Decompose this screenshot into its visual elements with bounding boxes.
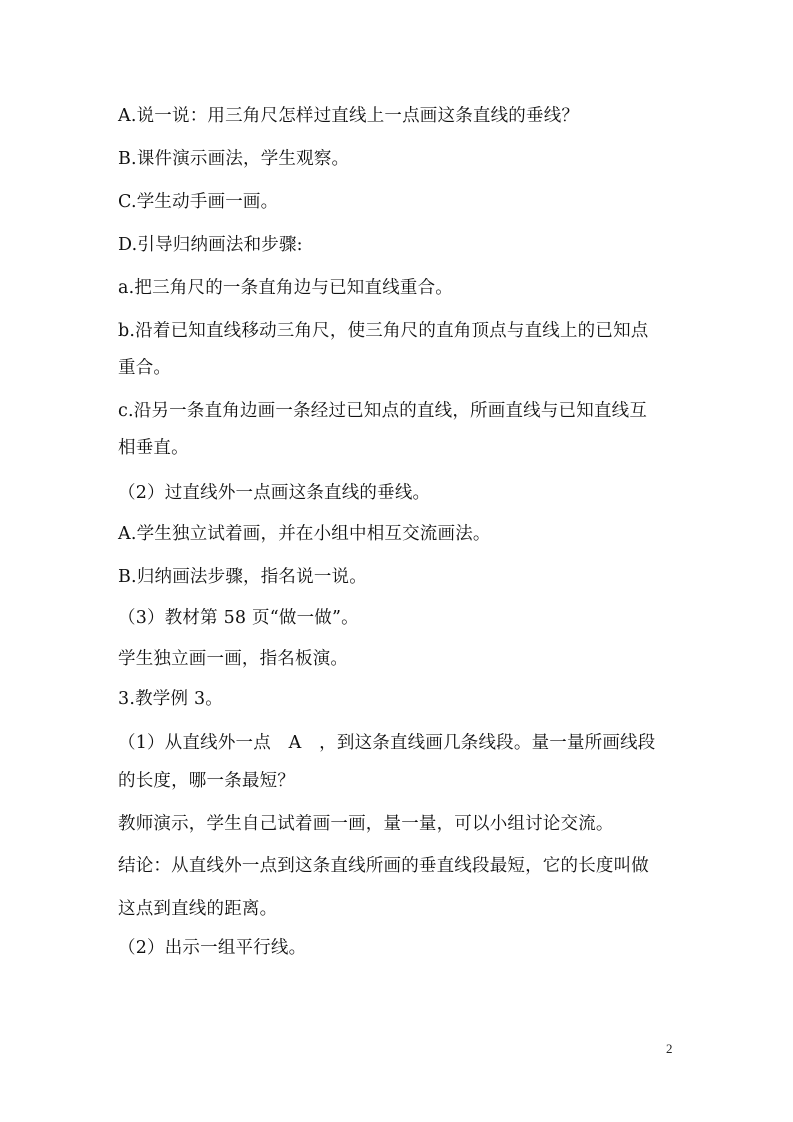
text-line: 结论：从直线外一点到这条直线所画的垂直线段最短，它的长度叫做 [118,856,649,876]
text-line: 的长度，哪一条最短？ [118,771,295,791]
text-line: 这点到直线的距离。 [118,899,278,919]
text-line: B.归纳画法步骤，指名说一说。 [118,567,367,587]
text-line: 重合。 [118,358,172,378]
text-line: a.把三角尺的一条直角边与已知直线重合。 [118,278,453,298]
text-line: （1）从直线外一点 A ，到这条直线画几条线段。量一量所画线段 [118,733,656,753]
text-line: 相垂直。 [118,438,189,458]
text-line: 3.教学例 3。 [118,689,223,709]
text-line: B.课件演示画法，学生观察。 [118,149,350,169]
text-line: （2）过直线外一点画这条直线的垂线。 [118,483,431,503]
text-line: A.学生独立试着画，并在小组中相互交流画法。 [118,524,491,544]
text-line: b.沿着已知直线移动三角尺，使三角尺的直角顶点与直线上的已知点 [118,321,649,341]
text-line: C.学生动手画一画。 [118,192,279,212]
text-line: 学生独立画一画，指名板演。 [118,649,349,669]
text-line: （3）教材第 58 页“做一做”。 [118,608,359,628]
text-line: （2）出示一组平行线。 [118,938,307,958]
page-number: 2 [666,1041,673,1056]
text-line: A.说一说：用三角尺怎样过直线上一点画这条直线的垂线？ [118,106,580,126]
text-line: D.引导归纳画法和步骤: [118,235,303,255]
text-line: 教师演示，学生自己试着画一画，量一量，可以小组讨论交流。 [118,814,614,834]
text-line: c.沿另一条直角边画一条经过已知点的直线，所画直线与已知直线互 [118,401,648,421]
